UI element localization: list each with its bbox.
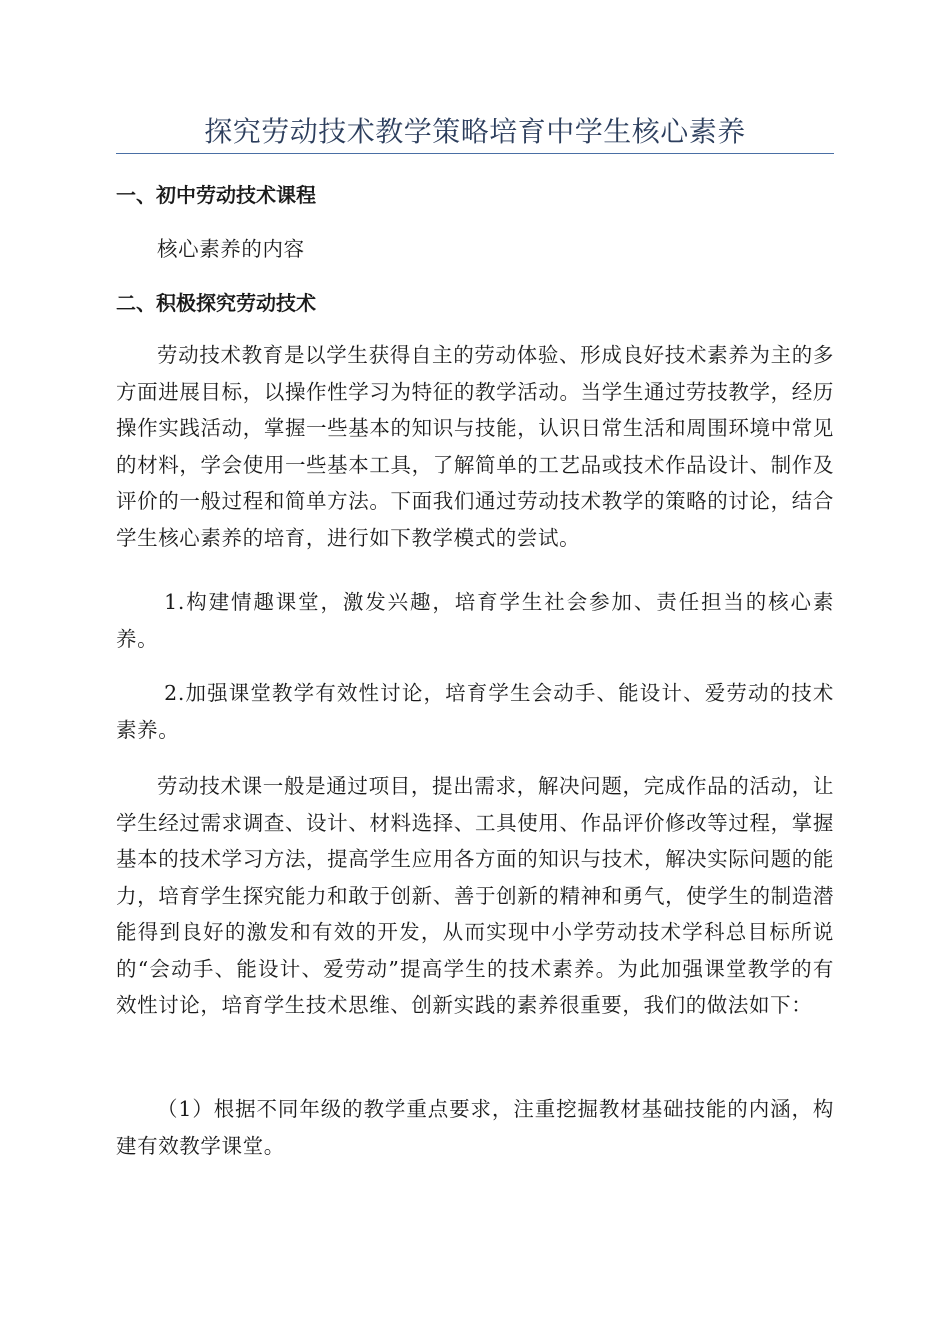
document-title: 探究劳动技术教学策略培育中学生核心素养 bbox=[204, 115, 746, 148]
section-1-text: 核心素养的内容 bbox=[157, 237, 305, 261]
title-underline bbox=[116, 153, 834, 154]
section-heading-1: 一、初中劳动技术课程 bbox=[116, 183, 316, 207]
strategy-item-2: 2.加强课堂教学有效性讨论，培育学生会动手、能设计、爱劳动的技术素养。 bbox=[116, 681, 834, 742]
section-heading-2: 二、积极探究劳动技术 bbox=[116, 291, 316, 315]
section-2-intro-paragraph: 劳动技术教育是以学生获得自主的劳动体验、形成良好技术素养为主的多方面进展目标，以操作性学习为特征的教学活动。当学生通过劳技教学，经历操作实践活动，掌握一些基本的知识与技能，认识日常生活和周围环境中常见的材料，学会使用一些基本工具，了解简单的工艺品或技术作品设计、制作及评价的一般过程和简单方法。下面我们通过劳动技术教学的策略的讨论，结合学生核心素养的培育，进行如下教学模式的尝试。 bbox=[116, 343, 834, 550]
sub-item-1: （1）根据不同年级的教学重点要求，注重挖掘教材基础技能的内涵，构建有效教学课堂。 bbox=[116, 1097, 834, 1158]
section-2-body-paragraph: 劳动技术课一般是通过项目，提出需求，解决问题，完成作品的活动，让学生经过需求调查、设计、材料选择、工具使用、作品评价修改等过程，掌握基本的技术学习方法，提高学生应用各方面的知识与技术，解决实际问题的能力，培育学生探究能力和敢于创新、善于创新的精神和勇气，使学生的制造潜能得到良好的激发和有效的开发，从而实现中小学劳动技术学科总目标所说的“会动手、能设计、爱劳动”提高学生的技术素养。为此加强课堂教学的有效性讨论，培育学生技术思维、创新实践的素养很重要，我们的做法如下： bbox=[116, 774, 834, 1017]
strategy-item-1: 1.构建情趣课堂，激发兴趣，培育学生社会参加、责任担当的核心素养。 bbox=[116, 590, 834, 651]
